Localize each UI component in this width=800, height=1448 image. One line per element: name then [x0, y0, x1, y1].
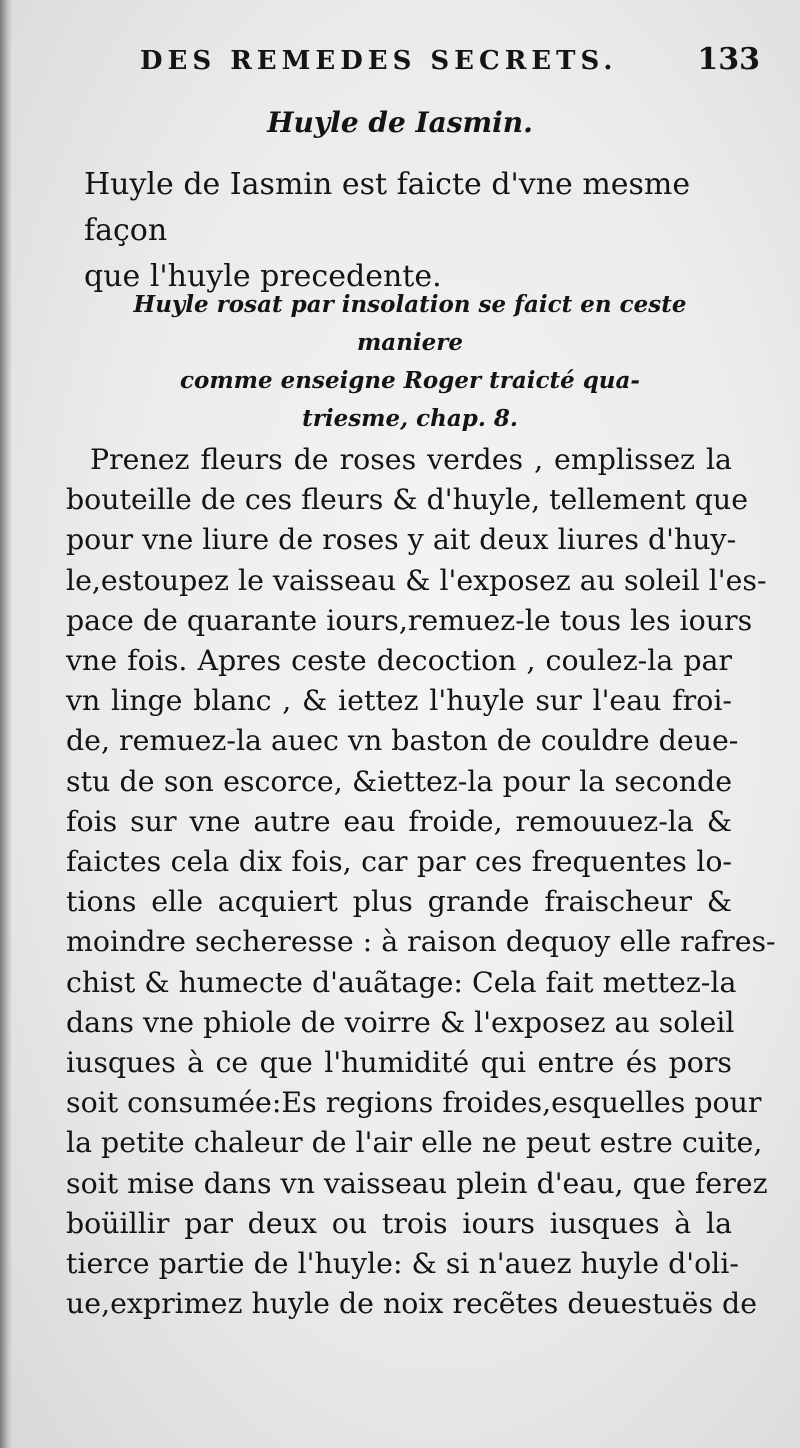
text-line: dans vne phiole de voirre & l'exposez au soleil [66, 1005, 735, 1039]
page-number: 133 [697, 42, 760, 77]
text-line: Huyle de Iasmin est faicte d'vne mesme façon [84, 167, 691, 248]
text-line: soit mise dans vn vaisseau plein d'eau, que ferez [66, 1166, 768, 1200]
heading-line: Huyle rosat par insolation se faict en ceste maniere [133, 291, 687, 356]
text-line: vn linge blanc , & iettez l'huyle sur l'eau froi- [66, 684, 732, 718]
text-line: vne fois. Apres ceste decoction , coulez-la par [66, 644, 732, 678]
text-line: chist & humecte d'auãtage: Cela fait mettez-la [66, 965, 737, 999]
paragraph-jasmin [84, 162, 724, 300]
text-line: tions elle acquiert plus grande fraischeur & [66, 885, 732, 919]
text-line: boüillir par deux ou trois iours iusques à la [66, 1206, 732, 1240]
text-line: pace de quarante iours,remuez-le tous les iours [66, 603, 753, 637]
heading-line: triesme, chap. 8. [302, 405, 518, 432]
text-line: tierce partie de l'huyle: & si n'auez huyle d'oli- [66, 1247, 739, 1281]
text-line: la petite chaleur de l'air elle ne peut estre cuite, [66, 1126, 763, 1160]
recipe-heading [80, 286, 740, 438]
text-line: ue,exprimez huyle de noix recẽtes deuestuës de [66, 1287, 758, 1321]
text-line: stu de son escorce, &iettez-la pour la seconde [66, 764, 732, 798]
page-header [140, 40, 760, 84]
text-line: le,estoupez le vaisseau & l'exposez au soleil l'es- [66, 563, 767, 597]
text-line: soit consumée:Es regions froides,esquelles pour [66, 1086, 762, 1120]
text-line: iusques à ce que l'humidité qui entre és pors [66, 1046, 732, 1080]
paragraph-rose-oil [66, 440, 776, 1324]
text-line: moindre secheresse : à raison dequoy elle rafres- [66, 925, 776, 959]
heading-line: comme enseigne Roger traicté qua- [180, 367, 640, 394]
section-title: Huyle de Iasmin. [267, 106, 533, 139]
text-line: de, remuez-la auec vn baston de couldre deue- [66, 724, 739, 758]
text-line: fois sur vne autre eau froide, remouuez-la & [66, 804, 732, 838]
page-edge-shadow [0, 0, 12, 1448]
running-title: DES REMEDES SECRETS. [140, 46, 618, 76]
text-line: Prenez fleurs de roses verdes , emplissez la [90, 443, 732, 476]
text-line: pour vne liure de roses y ait deux liures d'huy- [66, 523, 737, 557]
text-line: bouteille de ces fleurs & d'huyle, tellement que [66, 483, 748, 517]
text-line: faictes cela dix fois, car par ces frequentes lo- [66, 845, 732, 879]
text-line: que l'huyle precedente. [84, 259, 442, 294]
